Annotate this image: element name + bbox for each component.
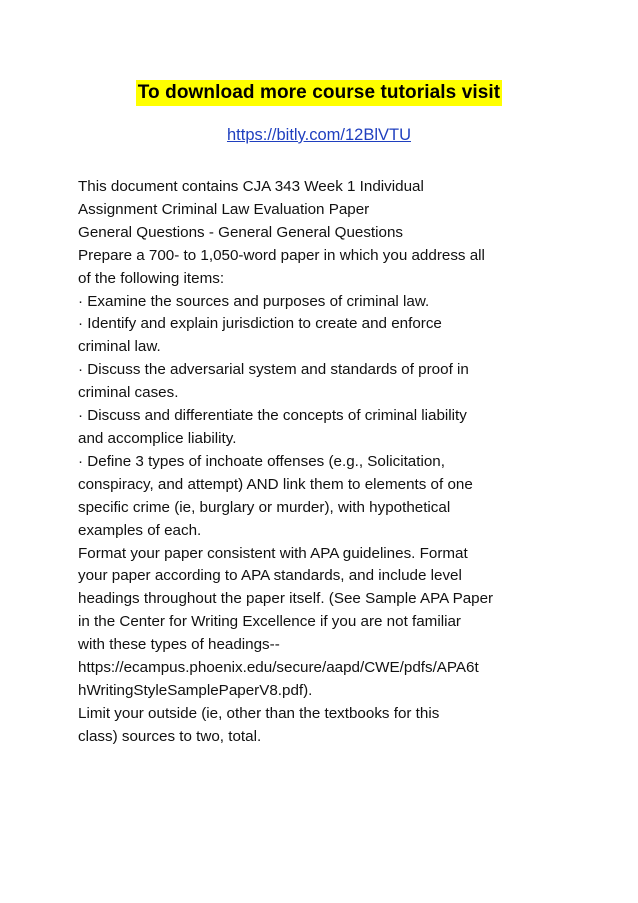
bullet-line: · Identify and explain jurisdiction to create and enforce xyxy=(78,315,442,333)
body-line: and accomplice liability. xyxy=(78,429,237,447)
body-line: Prepare a 700- to 1,050-word paper in which you address all xyxy=(78,246,485,264)
body-line: Format your paper consistent with APA guidelines. Format xyxy=(78,544,468,562)
body-line: of the following items: xyxy=(78,269,225,287)
body-line: Assignment Criminal Law Evaluation Paper xyxy=(78,200,370,218)
body-line: hWritingStyleSamplePaperV8.pdf). xyxy=(78,681,313,699)
body-text xyxy=(78,176,578,749)
body-line: headings throughout the paper itself. (See Sample APA Paper xyxy=(78,590,494,608)
body-line: conspiracy, and attempt) AND link them to elements of one xyxy=(78,475,473,493)
body-line: your paper according to APA standards, and include level xyxy=(78,567,462,585)
title-row xyxy=(0,80,638,106)
bullet-line: · Define 3 types of inchoate offenses (e.g., Solicitation, xyxy=(78,452,445,470)
bullet-line: · Discuss the adversarial system and standards of proof in xyxy=(78,361,469,379)
link-row xyxy=(0,124,638,146)
body-line: General Questions - General General Questions xyxy=(78,223,404,241)
body-line: Limit your outside (ie, other than the textbooks for this xyxy=(78,704,440,722)
bullet-line: · Examine the sources and purposes of criminal law. xyxy=(78,292,430,310)
bullet-line: · Discuss and differentiate the concepts of criminal liability xyxy=(78,407,467,425)
body-line: examples of each. xyxy=(78,521,202,539)
body-line: in the Center for Writing Excellence if you are not familiar xyxy=(78,613,461,631)
body-line: https://ecampus.phoenix.edu/secure/aapd/CWE/pdfs/APA6t xyxy=(78,659,479,677)
body-line: This document contains CJA 343 Week 1 Individual xyxy=(78,178,424,195)
page-title: To download more course tutorials visit xyxy=(136,80,503,106)
body-line: criminal cases. xyxy=(78,384,179,402)
body-line: with these types of headings-- xyxy=(78,636,280,654)
body-line: specific crime (ie, burglary or murder), with hypothetical xyxy=(78,498,451,516)
body-line: class) sources to two, total. xyxy=(78,727,262,745)
body-line: criminal law. xyxy=(78,338,161,356)
tutorial-link[interactable]: https://bitly.com/12BlVTU xyxy=(226,126,411,144)
